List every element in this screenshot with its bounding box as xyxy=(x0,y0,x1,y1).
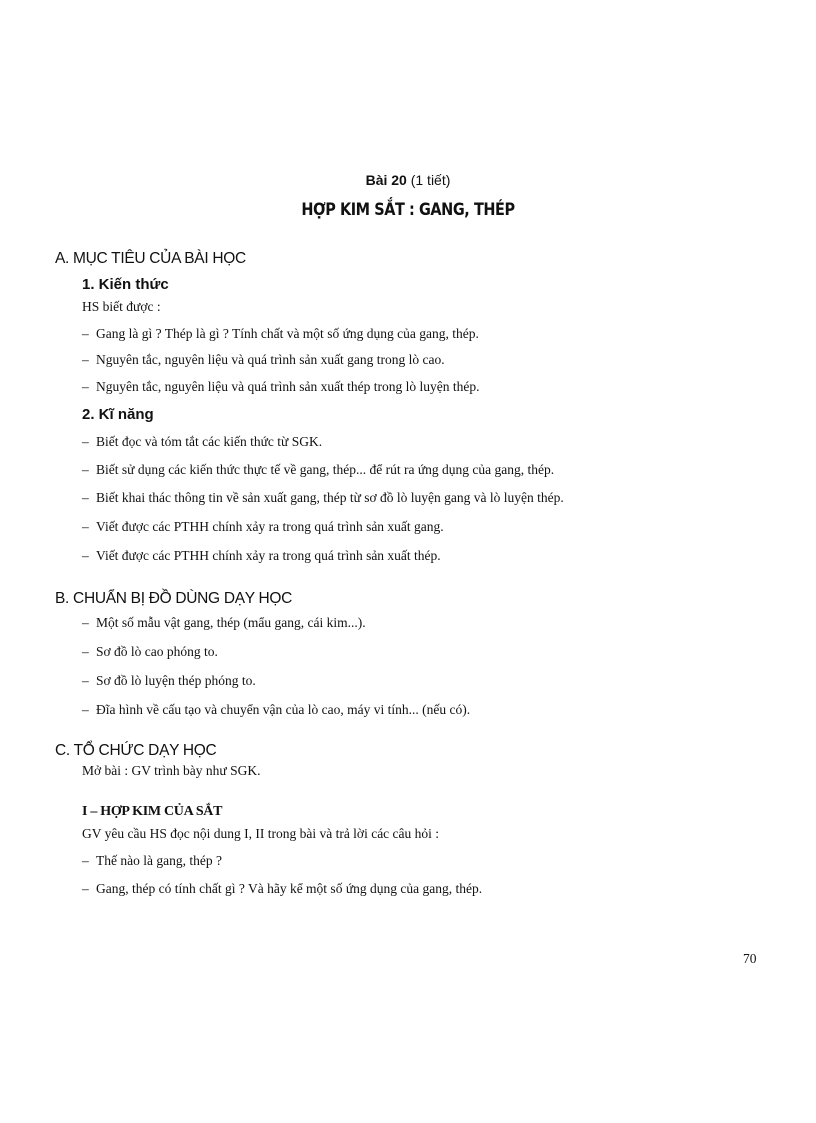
skills-item: – Viết được các PTHH chính xảy ra trong quá trình sản xuất gang. xyxy=(82,519,444,534)
dash-marker: – xyxy=(82,519,89,534)
knowledge-intro: HS biết được : xyxy=(82,299,161,314)
dash-marker: – xyxy=(82,434,89,449)
knowledge-item: – Gang là gì ? Thép là gì ? Tính chất và một số ứng dụng của gang, thép. xyxy=(82,326,479,341)
dash-marker: – xyxy=(82,352,89,367)
part1-heading: I – HỢP KIM CỦA SẮT xyxy=(82,804,223,819)
dash-marker: – xyxy=(82,490,89,505)
prep-item: – Sơ đồ lò luyện thép phóng to. xyxy=(82,673,256,688)
skills-item: – Biết khai thác thông tin về sản xuất gang, thép từ sơ đồ lò luyện gang và lò luyện thép. xyxy=(82,490,564,505)
knowledge-heading: 1. Kiến thức xyxy=(82,276,169,293)
dash-marker: – xyxy=(82,673,89,688)
lesson-period: (1 tiết) xyxy=(410,172,451,188)
skills-item: – Biết sử dụng các kiến thức thực tế về gang, thép... để rút ra ứng dụng của gang, thép. xyxy=(82,462,555,477)
skills-item: – Biết đọc và tóm tắt các kiến thức từ SGK. xyxy=(82,434,323,449)
section-c-heading: C. TỔ CHỨC DẠY HỌC xyxy=(55,742,217,759)
page-number: 70 xyxy=(743,951,757,966)
opening-text: Mở bài : GV trình bày như SGK. xyxy=(82,763,261,778)
lesson-title: HỢP KIM SẮT : GANG, THÉP xyxy=(301,200,515,220)
dash-marker: – xyxy=(82,853,89,868)
section-a-heading: A. MỤC TIÊU CỦA BÀI HỌC xyxy=(55,250,246,267)
question-item: – Thế nào là gang, thép ? xyxy=(82,853,222,868)
dash-marker: – xyxy=(82,881,89,896)
prep-item: – Đĩa hình về cấu tạo và chuyển vận của lò cao, máy vi tính... (nếu có). xyxy=(82,702,471,717)
dash-marker: – xyxy=(82,615,89,630)
prep-item: – Một số mẫu vật gang, thép (mẩu gang, cái kim...). xyxy=(82,615,366,630)
skills-heading: 2. Kĩ năng xyxy=(82,406,154,423)
knowledge-item: – Nguyên tắc, nguyên liệu và quá trình sản xuất thép trong lò luyện thép. xyxy=(82,379,480,394)
question-item: – Gang, thép có tính chất gì ? Và hãy kể một số ứng dụng của gang, thép. xyxy=(82,881,483,896)
dash-marker: – xyxy=(82,462,89,477)
skills-item: – Viết được các PTHH chính xảy ra trong quá trình sản xuất thép. xyxy=(82,548,441,563)
lesson-number xyxy=(0,172,816,188)
dash-marker: – xyxy=(82,379,89,394)
dash-marker: – xyxy=(82,644,89,659)
lesson-label: Bài 20 xyxy=(365,172,407,188)
section-b-heading: B. CHUẨN BỊ ĐỒ DÙNG DẠY HỌC xyxy=(55,590,293,607)
dash-marker: – xyxy=(82,548,89,563)
dash-marker: – xyxy=(82,326,89,341)
dash-marker: – xyxy=(82,702,89,717)
knowledge-item: – Nguyên tắc, nguyên liệu và quá trình sản xuất gang trong lò cao. xyxy=(82,352,445,367)
part1-instruction: GV yêu cầu HS đọc nội dung I, II trong bài và trả lời các câu hỏi : xyxy=(82,826,440,841)
prep-item: – Sơ đồ lò cao phóng to. xyxy=(82,644,218,659)
